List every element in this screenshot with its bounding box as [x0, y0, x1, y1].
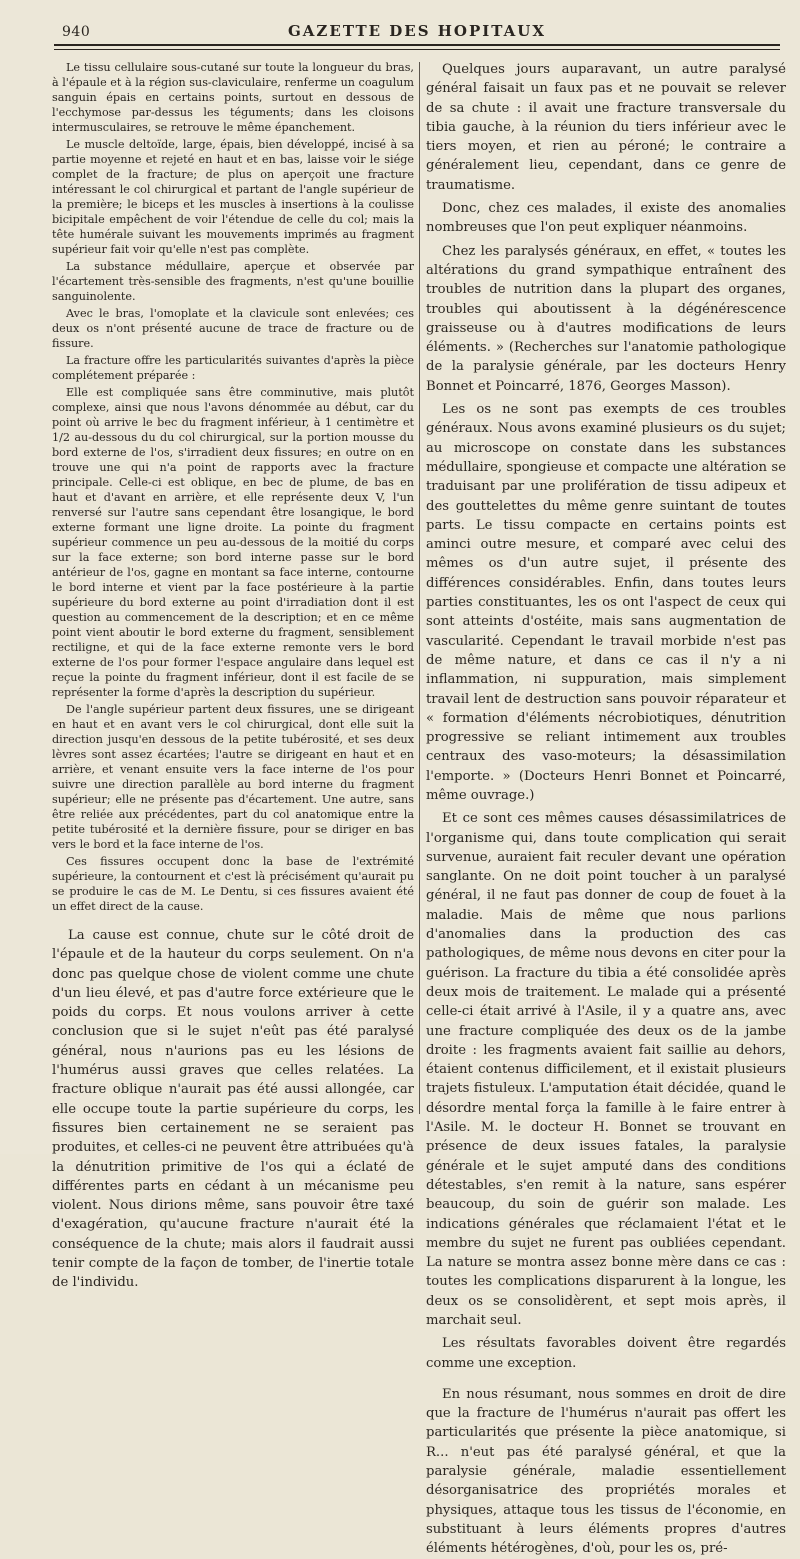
left-column — [52, 60, 414, 1291]
paragraph: Et ce sont ces mêmes causes désassimilatrices de l'organisme qui, dans toute complication qui serait survenue, auraient fait reculer devant une opération sanglante. On ne doit point toucher à un paralysé général, il ne faut pas donner de coup de fouet à la maladie. Mais de même que nous parlions d'anomalies dans la production des cas pathologiques, de même nous devons en citer pour la guérison. La fracture du tibia a été consolidée après deux mois de traitement. Le malade qui a présenté celle-ci était arrivé à l'Asile, il y a quatre ans, avec une fracture compliquée des deux os de la jambe droite : les fragments avaient fait saillie au dehors, étaient contenus difficilement, et il existait plusieurs trajets fistuleux. L'amputation était décidée, quand le désordre mental força la famille à le faire entrer à l'Asile. M. le docteur H. Bonnet se trouvant en présence de deux issues fatales, la paralysie générale et le sujet amputé dans des conditions détestables, s'en remit à la nature, sans espérer beaucoup, du soin de guérir son malade. Les indications générales que réclamaient l'état et le membre du sujet ne furent pas oubliées cependant. La nature se montra assez bonne mère dans ce cas : toutes les complications disparurent à la longue, les deux os se consolidèrent, et sept mois après, il marchait seul. — [426, 811, 786, 1328]
paragraph: De l'angle supérieur partent deux fissures, une se dirigeant en haut et en avant vers le col chirurgical, dont elle suit la direction jusqu'en dessous de la petite tubérosité, et ses deux lèvres sont assez écartées; l'autre se dirigeant en haut et en arrière, et venant ensuite vers la face interne de l'os pour suivre une direction parallèle au bord interne du fragment supérieur; elle ne présente pas d'écartement. Une autre, sans être reliée aux précédentes, part du col anatomique entre la petite tubérosité et la dernière fissure, pour se diriger en bas vers le bord et la face interne de l'os. — [52, 703, 414, 851]
paragraph: Quelques jours auparavant, un autre paralysé général faisait un faux pas et ne pouvait se relever de sa chute : il avait une fracture transversale du tibia gauche, à la réunion du tiers inférieur avec le tiers moyen, et rien au péroné; le contraire a généralement lieu, cependant, dans ce genre de traumatisme. — [426, 62, 786, 193]
right-column — [426, 60, 786, 1557]
paragraph: Ces fissures occupent donc la base de l'extrémité supérieure, la contournent et c'est là précisément qu'aurait pu se produire le cas de M. Le Dentu, si ces fissures avaient été un effet direct de la cause. — [52, 855, 414, 913]
paragraph: Donc, chez ces malades, il existe des anomalies nombreuses que l'on peut expliquer néanmoins. — [426, 201, 786, 236]
large-print-section — [52, 926, 414, 1293]
paragraph: La fracture offre les particularités suivantes d'après la pièce complétement préparée : — [52, 354, 414, 382]
paragraph: Le tissu cellulaire sous-cutané sur toute la longueur du bras, à l'épaule et à la région sus-claviculaire, renferme un coagulum sanguin épais en certains points, surtout en dessous de l'ecchymose par-dessus les téguments; dans les cloisons intermusculaires, se retrouve le même épanchement. — [52, 61, 414, 134]
header-rule-thick — [54, 44, 780, 46]
paragraph: Les résultats favorables doivent être regardés comme une exception. — [426, 1336, 786, 1371]
header-rule-thin — [54, 49, 780, 50]
paragraph: Les os ne sont pas exempts de ces troubles généraux. Nous avons examiné plusieurs os du sujet; au microscope on constate dans les substances médullaire, spongieuse et compacte une altération se traduisant par une prolifération de tissu adipeux et des gouttelettes du même genre suintant de toutes parts. Le tissu compacte en certains points est aminci outre mesure, et comparé avec celui des mêmes os d'un autre sujet, il présente des différences considérables. Enfin, dans toutes leurs parties constituantes, les os ont l'aspect de ceux qui sont atteints d'ostéite, mais sans augmentation de vascularité. Cependant le travail morbide n'est pas de même nature, et dans ce cas il n'y a ni inflammation, ni suppuration, mais simplement travail lent de destruction sans pouvoir réparateur et « formation d'éléments nécrobiotiques, dénutrition progressive se reliant intimement aux troubles centraux des vaso-moteurs; la désassimilation l'emporte. » (Docteurs Henri Bonnet et Poincarré, même ouvrage.) — [426, 402, 786, 803]
paragraph: Le muscle deltoïde, large, épais, bien développé, incisé à sa partie moyenne et rejeté en haut et en bas, laisse voir le siége complet de la fracture; de plus on aperçoit une fracture intéressant le col chirurgical et partant de l'angle supérieur de la première; le biceps et les muscles à insertions à la coulisse bicipitale empêchent de voir l'étendue de celle du col; mais la tête humérale suivant les mouvements imprimés au fragment supérieur fait voir qu'elle n'est pas complète. — [52, 138, 414, 256]
paragraph: La substance médullaire, aperçue et observée par l'écartement très-sensible des fragments, n'est qu'une bouillie sanguinolente. — [52, 260, 414, 303]
page-number: 940 — [62, 24, 91, 40]
running-title: GAZETTE DES HOPITAUX — [287, 22, 546, 40]
small-print-section — [52, 60, 414, 914]
column-divider — [419, 62, 420, 1114]
paragraph: Elle est compliquée sans être comminutive, mais plutôt complexe, ainsi que nous l'avons dénommée au début, car du point où arrive le bec du fragment inférieur, à 1 centimètre et 1/2 au-dessous du du col chirurgical, sur la portion mousse du bord externe de l'os, s'irradient deux fissures; en outre on en trouve une qui n'a point de rapports avec la fracture principale. Celle-ci est oblique, en bec de plume, de bas en haut et d'avant en arrière, et elle représente deux V, l'un renversé sur l'autre sans cependant être losangique, le bord externe formant une ligne droite. La pointe du fragment supérieur commence un peu au-dessous de la moitié du corps sur la face externe; son bord interne passe sur le bord antérieur de l'os, gagne en montant sa face interne, contourne le bord interne et vient par la face postérieure à la partie supérieure du bord externe au point d'irradiation dont il est question au commencement de la description; et en ce même point vient aboutir le bord externe du fragment, sensiblement rectiligne, et qui de la face externe remonte vers le bord externe de l'os pour former l'espace angulaire dans lequel est reçue la pointe du fragment inférieur, dont il est facile de se représenter la forme d'après la description du supérieur. — [52, 386, 414, 699]
paragraph: Avec le bras, l'omoplate et la clavicule sont enlevées; ces deux os n'ont présenté aucune de trace de fracture ou de fissure. — [52, 307, 414, 350]
paragraph: La cause est connue, chute sur le côté droit de l'épaule et de la hauteur du corps seulement. On n'a donc pas quelque chose de violent comme une chute d'un lieu élevé, et pas d'autre force extérieure que le poids du corps. Et nous voulons arriver à cette conclusion que si le sujet n'eût pas été paralysé général, nous n'aurions pas eu les lésions de l'humérus aussi graves que celles relatées. La fracture oblique n'aurait pas été aussi allongée, car elle occupe toute la partie supérieure du corps, les fissures bien certainement ne se seraient pas produites, et celles-ci ne peuvent être attribuées qu'à la dénutrition primitive de l'os qui a éclaté de différentes parts en cédant à un mécanisme peu violent. Nous dirions même, sans pouvoir être taxé d'exagération, qu'aucune fracture n'aurait été la conséquence de la chute; mais alors il faudrait aussi tenir compte de la façon de tomber, de l'inertie totale de l'individu. — [52, 928, 414, 1291]
paragraph: Chez les paralysés généraux, en effet, « toutes les altérations du grand sympathique entraînent des troubles de nutrition dans la plupart des organes, troubles qui aboutissent à la dégénérescence graisseuse ou à d'autres modifications de leurs éléments. » (Recherches sur l'anatomie pathologique de la paralysie générale, par les docteurs Henry Bonnet et Poincarré, 1876, Georges Masson). — [426, 243, 786, 394]
paragraph: En nous résumant, nous sommes en droit de dire que la fracture de l'humérus n'aurait pas offert les particularités que présente la pièce anatomique, si R... n'eut pas été paralysé général, et que la paralysie générale, maladie essentiellement désorganisatrice des propriétés morales et physiques, attaque tous les tissus de l'économie, en substituant à leurs éléments propres d'autres éléments hétérogènes, d'où, pour les os, pré- — [426, 1386, 786, 1557]
